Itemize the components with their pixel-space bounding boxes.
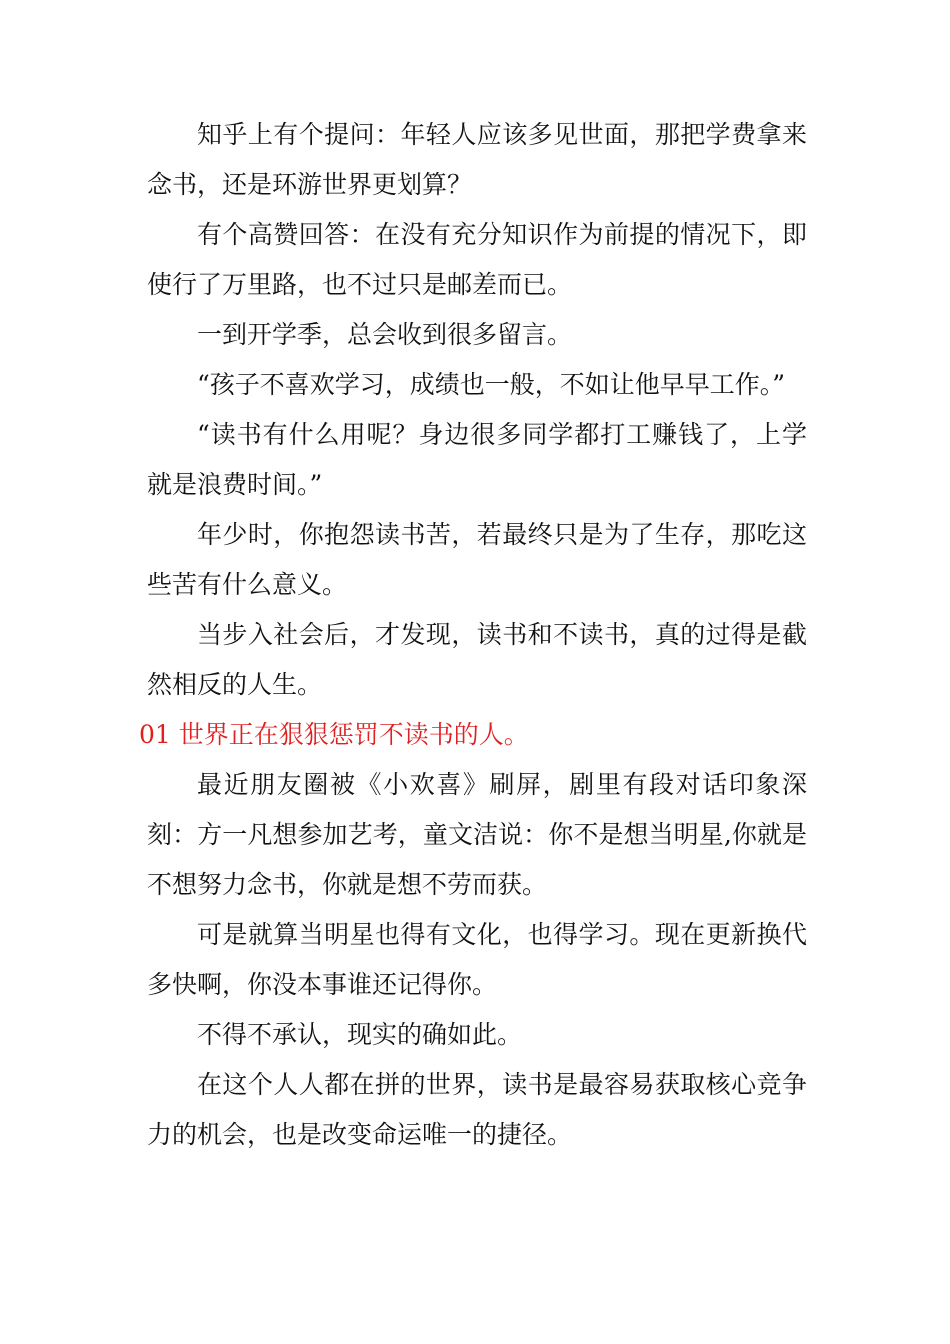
paragraph: “读书有什么用呢？身边很多同学都打工赚钱了，上学就是浪费时间。” [147, 420, 807, 499]
section-heading: 01 世界正在狠狠惩罚不读书的人。 [139, 720, 529, 749]
paragraph: 不得不承认，现实的确如此。 [197, 1020, 523, 1049]
paragraph: 一到开学季，总会收到很多留言。 [197, 320, 573, 349]
paragraph: 知乎上有个提问：年轻人应该多见世面，那把学费拿来念书，还是环游世界更划算？ [147, 120, 807, 199]
paragraph: 可是就算当明星也得有文化，也得学习。现在更新换代多快啊，你没本事谁还记得你。 [147, 920, 807, 999]
paragraph: 在这个人人都在拼的世界，读书是最容易获取核心竞争力的机会，也是改变命运唯一的捷径。 [147, 1070, 807, 1149]
paragraph: “孩子不喜欢学习，成绩也一般，不如让他早早工作。” [197, 370, 786, 399]
paragraph: 最近朋友圈被《小欢喜》刷屏，剧里有段对话印象深刻：方一凡想参加艺考，童文洁说：你不是想当明星,你就是不想努力念书，你就是想不劳而获。 [147, 770, 807, 899]
paragraph: 年少时，你抱怨读书苦，若最终只是为了生存，那吃这些苦有什么意义。 [147, 520, 807, 599]
article-body [139, 110, 807, 1160]
paragraph: 当步入社会后，才发现，读书和不读书，真的过得是截然相反的人生。 [147, 620, 807, 699]
paragraph: 有个高赞回答：在没有充分知识作为前提的情况下，即使行了万里路，也不过只是邮差而已。 [147, 220, 807, 299]
